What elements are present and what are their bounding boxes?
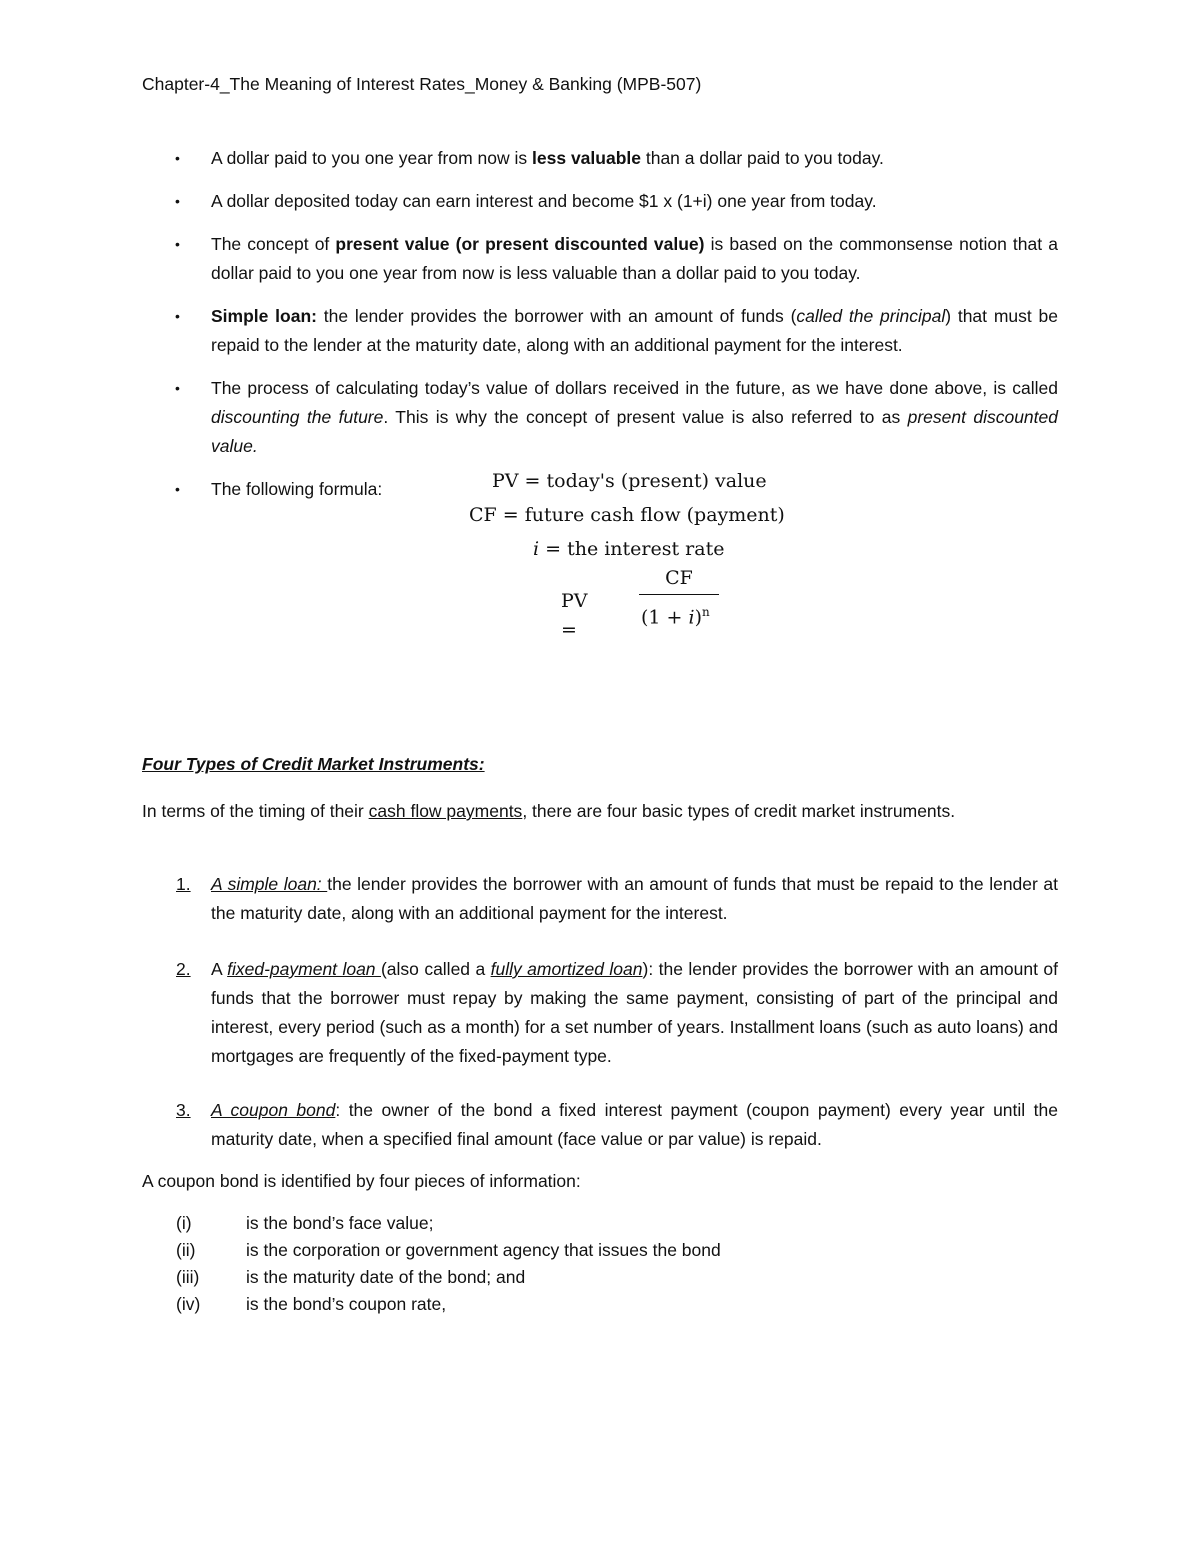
coupon-intro: A coupon bond is identified by four pieces of information: xyxy=(142,1171,581,1191)
bullet-list xyxy=(142,144,1058,649)
bullet-text: than a dollar paid to you today. xyxy=(640,148,884,168)
bullet-item xyxy=(142,302,1058,360)
info-text: is the maturity date of the bond; and xyxy=(246,1267,526,1287)
underlined-term: cash flow payments xyxy=(368,801,523,821)
exponent-n: n xyxy=(702,605,710,619)
info-text: is the bond’s face value; xyxy=(246,1213,434,1233)
info-text: is the corporation or government agency that issues the bond xyxy=(246,1240,721,1260)
item-text: : the owner of the bond a fixed interest payment (coupon payment) every year until the maturity date, when a specified final amount (face value or par value) is repaid. xyxy=(211,1100,1058,1149)
bold-term: Simple loan: xyxy=(211,306,317,326)
paragraph-text: In terms of the timing of their xyxy=(142,801,369,821)
formula-text: = the interest rate xyxy=(539,538,725,560)
numbered-item-1 xyxy=(142,870,1058,928)
item-text: ): the lender provides the borrower with an amount of funds that the borrower must repay by making the same payment, consisting of part of the principal and interest, every period (such as a month) for a set number of years. Installment loans (such as auto loans) and mortgages are frequently of the fixed-payment type. xyxy=(211,959,1058,1066)
roman-numeral: (iii) xyxy=(176,1267,200,1287)
bold-term: less valuable xyxy=(532,148,641,168)
bullet-marker: • xyxy=(175,481,180,497)
bullet-marker: • xyxy=(175,380,180,396)
bullet-marker: • xyxy=(175,193,180,209)
italic-term: present discounted value. xyxy=(211,407,1058,456)
bullet-text: A dollar deposited today can earn interest and become $1 x (1+i) one year from today. xyxy=(211,191,877,211)
info-text: is the bond’s coupon rate, xyxy=(246,1294,447,1314)
bullet-marker: • xyxy=(175,308,180,324)
variable-i: i xyxy=(533,538,540,560)
item-term: A simple loan: xyxy=(211,874,328,894)
bullet-item xyxy=(142,187,1058,216)
bullet-text: The process of calculating today’s value of dollars received in the future, as we have done above, is called xyxy=(211,378,1058,398)
variable-i: i xyxy=(688,606,695,629)
item-text: the lender provides the borrower with an amount of funds that must be repaid to the lender at the maturity date, along with an additional payment for the interest. xyxy=(211,874,1058,923)
bullet-item xyxy=(142,230,1058,288)
bullet-text: ) that must be repaid to the lender at the maturity date, along with an additional payment for the interest. xyxy=(211,306,1059,355)
fraction-lhs: PV = xyxy=(561,590,588,641)
formula-line-cf: CF = future cash flow (payment) xyxy=(469,504,785,526)
bullet-text: the lender provides the borrower with an amount of funds ( xyxy=(316,306,797,326)
item-text: (also called a xyxy=(380,959,491,979)
formula-text: (1 + xyxy=(641,606,689,629)
intro-paragraph xyxy=(142,797,1058,826)
formula-text: ) xyxy=(694,606,702,629)
paragraph-text: , there are four basic types of credit market instruments. xyxy=(522,801,956,821)
roman-numeral: (ii) xyxy=(176,1240,196,1260)
page-header: Chapter-4_The Meaning of Interest Rates_Money & Banking (MPB-507) xyxy=(142,74,702,94)
roman-numeral: (i) xyxy=(176,1213,192,1233)
section-title: Four Types of Credit Market Instruments: xyxy=(142,754,485,774)
numbered-item-3 xyxy=(142,1096,1058,1154)
fraction-denominator xyxy=(641,598,710,632)
numbered-item-2 xyxy=(142,955,1058,1071)
bullet-marker: • xyxy=(175,236,180,252)
item-number: 2. xyxy=(176,959,191,979)
item-number: 3. xyxy=(176,1100,191,1120)
formula-line-pv: PV = today's (present) value xyxy=(492,470,767,492)
bullet-marker: • xyxy=(175,150,180,166)
roman-numeral: (iv) xyxy=(176,1294,201,1314)
item-text: A xyxy=(211,959,228,979)
bullet-item xyxy=(142,374,1058,461)
bold-term: present value (or present discounted value) xyxy=(335,234,705,254)
italic-term: discounting the future xyxy=(211,407,384,427)
bullet-text: A dollar paid to you one year from now is xyxy=(211,148,533,168)
formula-label: The following formula: xyxy=(211,479,383,499)
bullet-item xyxy=(142,144,1058,173)
formula-line-i xyxy=(533,535,724,564)
item-term: fixed-payment loan xyxy=(227,959,381,979)
fraction-bar xyxy=(639,594,719,595)
fraction-numerator: CF xyxy=(665,567,693,589)
italic-term: called the principal xyxy=(796,306,946,326)
bullet-item-formula xyxy=(142,470,1058,641)
item-term: A coupon bond xyxy=(211,1100,336,1120)
bullet-text: The concept of xyxy=(211,234,336,254)
item-number: 1. xyxy=(176,874,191,894)
bullet-text: . This is why the concept of present value is also referred to as xyxy=(383,407,908,427)
bullet-text: is based on the commonsense notion that a dollar paid to you one year from now is less valuable than a dollar paid to you today. xyxy=(211,234,1058,283)
item-term: fully amortized loan xyxy=(490,959,643,979)
